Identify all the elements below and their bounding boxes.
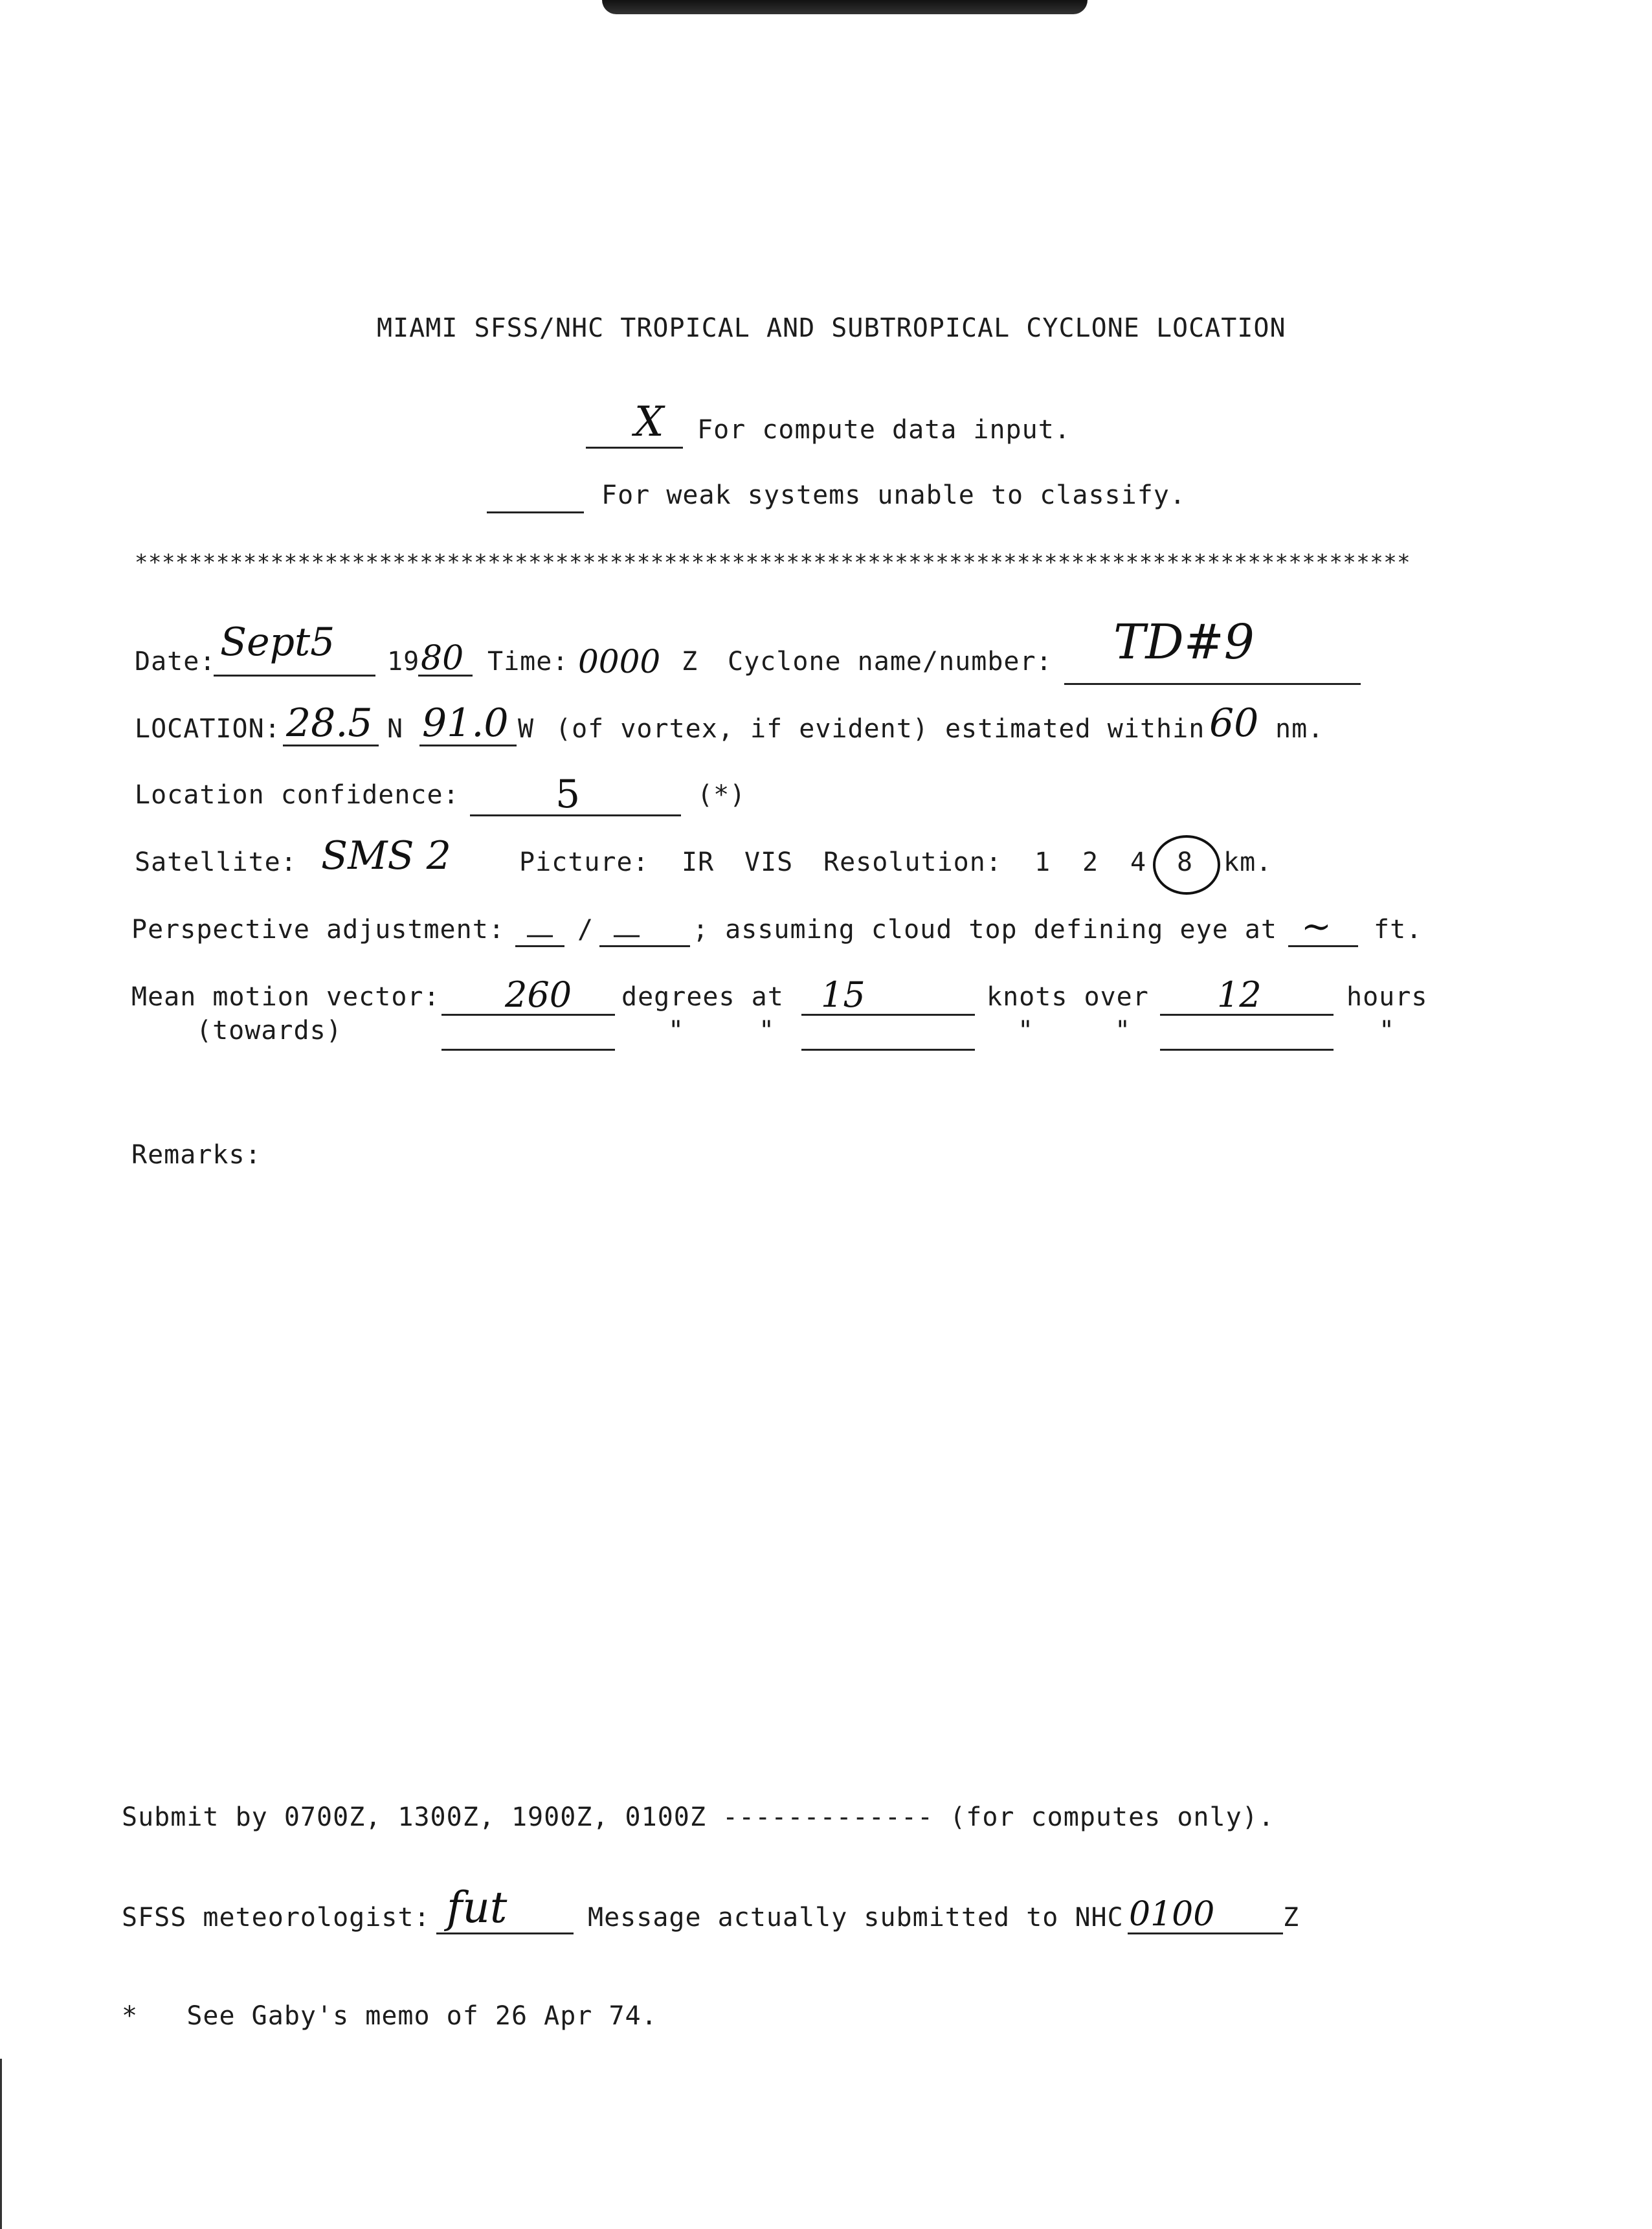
submitted-value: 0100: [1129, 1895, 1215, 1934]
memo-note: * See Gaby's memo of 26 Apr 74.: [122, 2001, 658, 2031]
scan-edge-line: [0, 2059, 7, 2229]
resolution-8: 8: [1177, 847, 1194, 877]
latitude-line: [283, 745, 379, 746]
picture-label: Picture:: [519, 847, 649, 877]
scan-edge-mark: [602, 0, 1088, 14]
knots-line: [801, 1014, 975, 1016]
longitude-line: [419, 745, 517, 746]
ditto-3: ": [1018, 1016, 1034, 1046]
hours-label: hours: [1346, 982, 1428, 1012]
remarks-label: Remarks:: [131, 1140, 262, 1170]
perspective-description: ; assuming cloud top defining eye at: [693, 915, 1277, 945]
motion-label: Mean motion vector:: [131, 982, 440, 1012]
latitude-value: 28.5: [286, 700, 373, 746]
cyclone-value: TD#9: [1113, 614, 1255, 670]
meteorologist-line: [436, 1932, 574, 1934]
longitude-value: 91.0: [422, 700, 509, 746]
meteorologist-initials: fut: [447, 1883, 508, 1932]
perspective-label: Perspective adjustment:: [131, 915, 505, 945]
form-title: MIAMI SFSS/NHC TROPICAL AND SUBTROPICAL CYCLONE LOCATION: [377, 313, 1286, 343]
within-unit: nm.: [1275, 714, 1324, 744]
longitude-suffix: W: [518, 714, 535, 744]
meteorologist-label: SFSS meteorologist:: [122, 1903, 430, 1932]
ditto-1: ": [668, 1016, 685, 1046]
satellite-value: SMS 2: [321, 833, 451, 879]
latitude-suffix: N: [387, 714, 404, 744]
cyclone-label: Cyclone name/number:: [728, 647, 1053, 677]
picture-vis: VIS: [744, 847, 794, 877]
submitted-label: Message actually submitted to NHC: [588, 1903, 1124, 1932]
hours-value: 12: [1217, 974, 1262, 1015]
date-value: Sept5: [220, 620, 335, 665]
perspective-c-value: ~: [1301, 906, 1332, 948]
confidence-value: 5: [555, 772, 581, 817]
resolution-2: 2: [1082, 847, 1099, 877]
compute-checkmark: X: [634, 398, 664, 446]
confidence-note: (*): [697, 780, 746, 810]
knots-label: knots over: [987, 982, 1149, 1012]
perspective-slash: /: [577, 915, 594, 945]
location-label: LOCATION:: [135, 714, 281, 744]
hours-line-2: [1160, 1049, 1334, 1051]
perspective-a-value: —: [526, 918, 554, 951]
ditto-2: ": [759, 1016, 776, 1046]
submitted-suffix: Z: [1283, 1903, 1300, 1932]
compute-blank-line: [586, 447, 683, 449]
cyclone-line: [1064, 683, 1361, 685]
submitted-line: [1128, 1932, 1283, 1934]
resolution-label: Resolution:: [823, 847, 1002, 877]
location-description: (of vortex, if evident) estimated within: [555, 714, 1205, 744]
resolution-4: 4: [1130, 847, 1147, 877]
date-line: [214, 675, 375, 677]
degrees-line-2: [441, 1049, 615, 1051]
time-suffix: Z: [682, 647, 698, 677]
degrees-line: [441, 1014, 615, 1016]
year-prefix: 19: [387, 647, 420, 677]
resolution-1: 1: [1034, 847, 1051, 877]
time-value: 0000: [578, 643, 661, 680]
year-line: [418, 675, 473, 677]
degrees-label: degrees at: [621, 982, 784, 1012]
within-value: 60: [1209, 700, 1259, 746]
knots-value: 15: [821, 974, 865, 1015]
weak-option-label: For weak systems unable to classify.: [601, 480, 1186, 510]
year-value: 80: [421, 639, 464, 678]
picture-ir: IR: [682, 847, 715, 877]
resolution-unit: km.: [1223, 847, 1273, 877]
weak-blank-line: [487, 511, 584, 513]
asterisk-separator: **********************************************************************************************: [135, 550, 1411, 576]
perspective-unit: ft.: [1374, 915, 1423, 945]
satellite-label: Satellite:: [135, 847, 297, 877]
ditto-5: ": [1379, 1016, 1396, 1046]
knots-line-2: [801, 1049, 975, 1051]
hours-line: [1160, 1014, 1334, 1016]
perspective-b-value: —: [612, 918, 641, 951]
submit-instructions: Submit by 0700Z, 1300Z, 1900Z, 0100Z ------------- (for computes only).: [122, 1802, 1275, 1832]
degrees-value: 260: [505, 974, 572, 1015]
compute-option-label: For compute data input.: [697, 415, 1071, 445]
time-label: Time:: [487, 647, 569, 677]
confidence-label: Location confidence:: [135, 780, 460, 810]
ditto-4: ": [1115, 1016, 1132, 1046]
date-label: Date:: [135, 647, 216, 677]
motion-sublabel: (towards): [196, 1016, 342, 1046]
